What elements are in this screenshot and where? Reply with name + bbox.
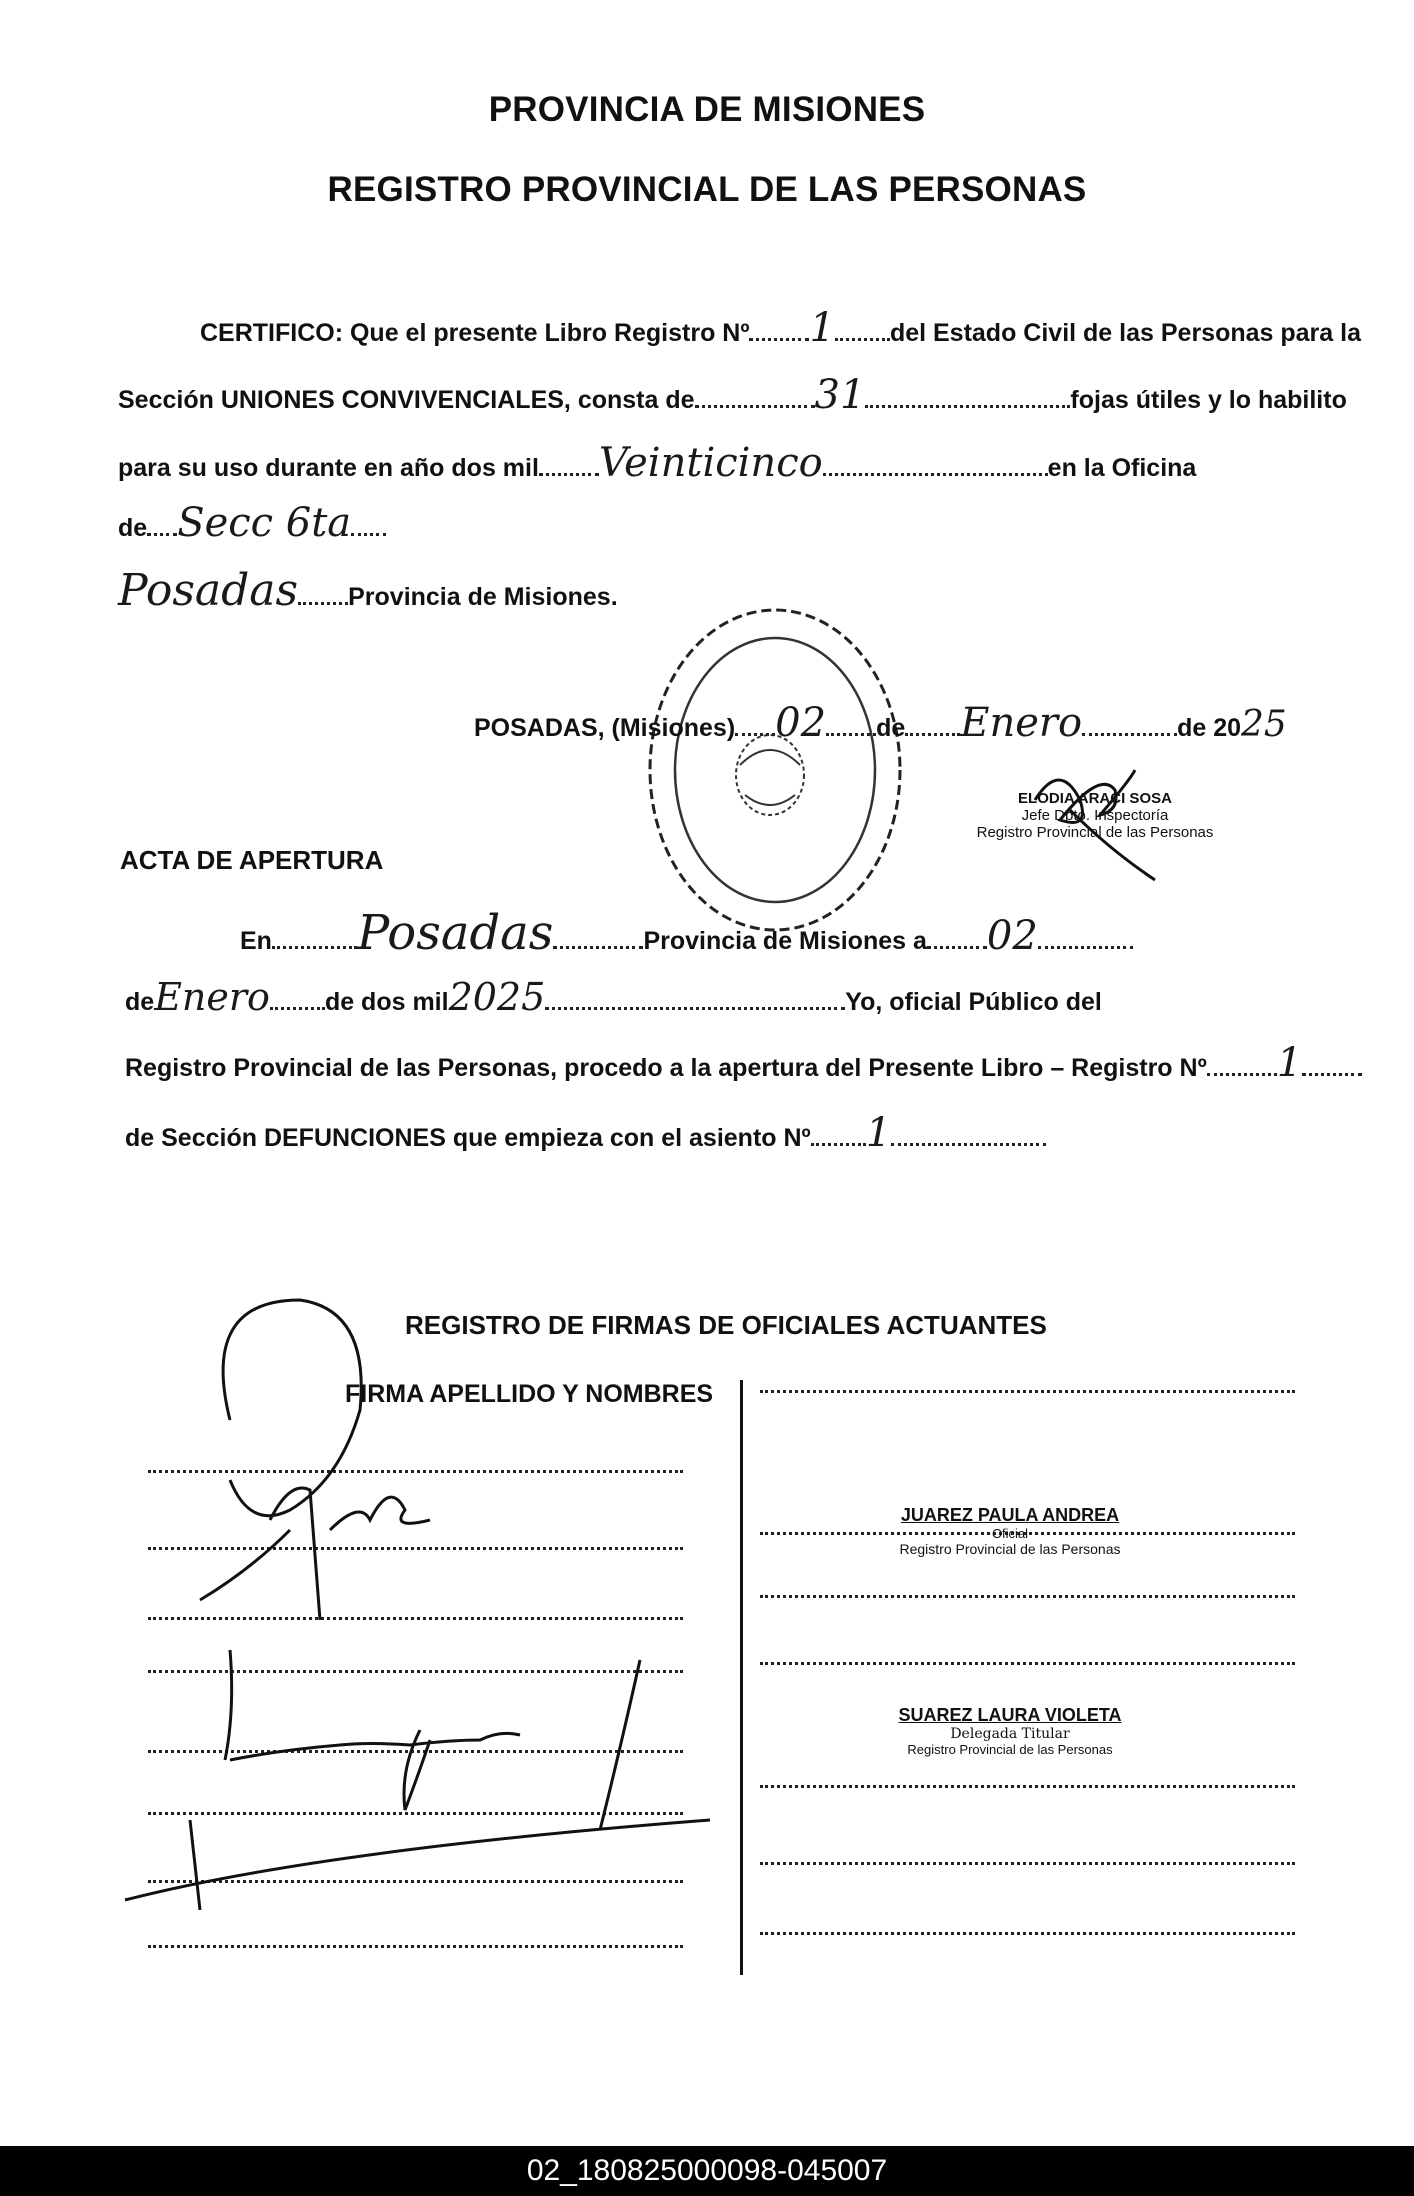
stamp2-role: Delegada Titular	[950, 1726, 1070, 1742]
acta-line-2	[125, 975, 1102, 1019]
cert-line-4	[118, 500, 386, 546]
cert-text: fojas útiles y lo habilito	[1070, 386, 1347, 414]
signature-top	[1020, 740, 1170, 890]
handwritten-fojas: 31	[814, 372, 866, 418]
firmas-heading: REGISTRO DE FIRMAS DE OFICIALES ACTUANTES	[405, 1310, 1047, 1340]
cert-line-1	[200, 305, 1361, 351]
name-line	[760, 1862, 1295, 1865]
name-line	[760, 1932, 1295, 1935]
handwritten-acta-entry: 1	[865, 1110, 892, 1156]
handwritten-month: Enero	[960, 700, 1083, 746]
signature-line	[148, 1945, 683, 1948]
official-stamp-2	[860, 1705, 1160, 1757]
handwritten-book-number: 1	[809, 305, 835, 351]
stamp1-role: Oficial	[991, 1526, 1029, 1541]
official-seal	[640, 600, 910, 940]
document-subtitle: REGISTRO PROVINCIAL DE LAS PERSONAS	[327, 170, 1087, 209]
stamp1-name: JUAREZ PAULA ANDREA	[900, 1505, 1120, 1525]
acta-line-3	[125, 1040, 1362, 1086]
cert-line-3	[118, 440, 1196, 486]
signer-role: Jefe Dpto. Inspectoría	[1021, 807, 1169, 824]
handwritten-day: 02	[775, 700, 827, 746]
stamp2-name: SUAREZ LAURA VIOLETA	[898, 1705, 1122, 1725]
cert-text: en la Oficina	[1047, 454, 1197, 482]
handwritten-year-words: Veinticinco	[598, 440, 823, 486]
date-place: POSADAS, (Misiones)	[474, 714, 736, 742]
document-title: PROVINCIA DE MISIONES	[488, 90, 926, 129]
handwritten-city: Posadas	[118, 565, 299, 616]
cert-line-2	[118, 372, 1347, 418]
handwritten-acta-month: Enero	[154, 975, 270, 1019]
acta-text: Registro Provincial de las Personas, procedo a la apertura del Presente Libro – Registro Nº	[125, 1054, 1207, 1082]
name-line	[760, 1390, 1295, 1393]
cert-line-5	[118, 565, 618, 616]
name-line	[760, 1662, 1295, 1665]
name-line	[760, 1785, 1295, 1788]
handwritten-acta-day: 02	[986, 913, 1038, 959]
handwritten-acta-city: Posadas	[356, 905, 554, 961]
cert-text: Sección UNIONES CONVIVENCIALES, consta de	[118, 386, 695, 414]
acta-text: de Sección DEFUNCIONES que empieza con el asiento Nº	[125, 1124, 811, 1152]
acta-text: de dos mil	[324, 988, 449, 1016]
handwritten-year: 25	[1241, 704, 1287, 745]
signer-org: Registro Provincial de las Personas	[976, 824, 1214, 841]
cert-text: CERTIFICO: Que el presente Libro Registro Nº	[200, 319, 750, 347]
cert-text: para su uso durante en año dos mil	[118, 454, 539, 482]
firmas-column-label: FIRMA APELLIDO Y NOMBRES	[345, 1380, 714, 1408]
acta-text: Provincia de Misiones a	[643, 927, 927, 955]
acta-text: Yo, oficial Público del	[845, 988, 1102, 1016]
document-code: 02_180825000098-045007	[0, 2146, 1414, 2196]
date-de: de	[876, 714, 906, 742]
acta-line-4	[125, 1110, 1046, 1156]
handwritten-acta-year: 2025	[448, 975, 546, 1019]
acta-text: En	[240, 927, 272, 955]
signature-1	[190, 1280, 450, 1620]
acta-heading: ACTA DE APERTURA	[120, 845, 384, 875]
signer-name: ELODIA ARACI SOSA	[1018, 790, 1172, 807]
official-stamp-1	[860, 1505, 1160, 1557]
stamp1-org: Registro Provincial de las Personas	[899, 1541, 1121, 1557]
handwritten-acta-book: 1	[1276, 1040, 1303, 1086]
acta-text: de	[125, 988, 155, 1016]
cert-text: del Estado Civil de las Personas para la	[889, 319, 1361, 347]
cert-text: de	[118, 514, 148, 542]
name-line	[760, 1595, 1295, 1598]
acta-line-1	[240, 905, 1133, 961]
stamp2-org: Registro Provincial de las Personas	[907, 1742, 1113, 1757]
column-divider	[740, 1380, 743, 1975]
cert-text: Provincia de Misiones.	[348, 583, 618, 611]
signature-2	[120, 1630, 720, 1910]
handwritten-office: Secc 6ta	[177, 500, 352, 546]
date-year-prefix: de 20	[1177, 714, 1242, 742]
